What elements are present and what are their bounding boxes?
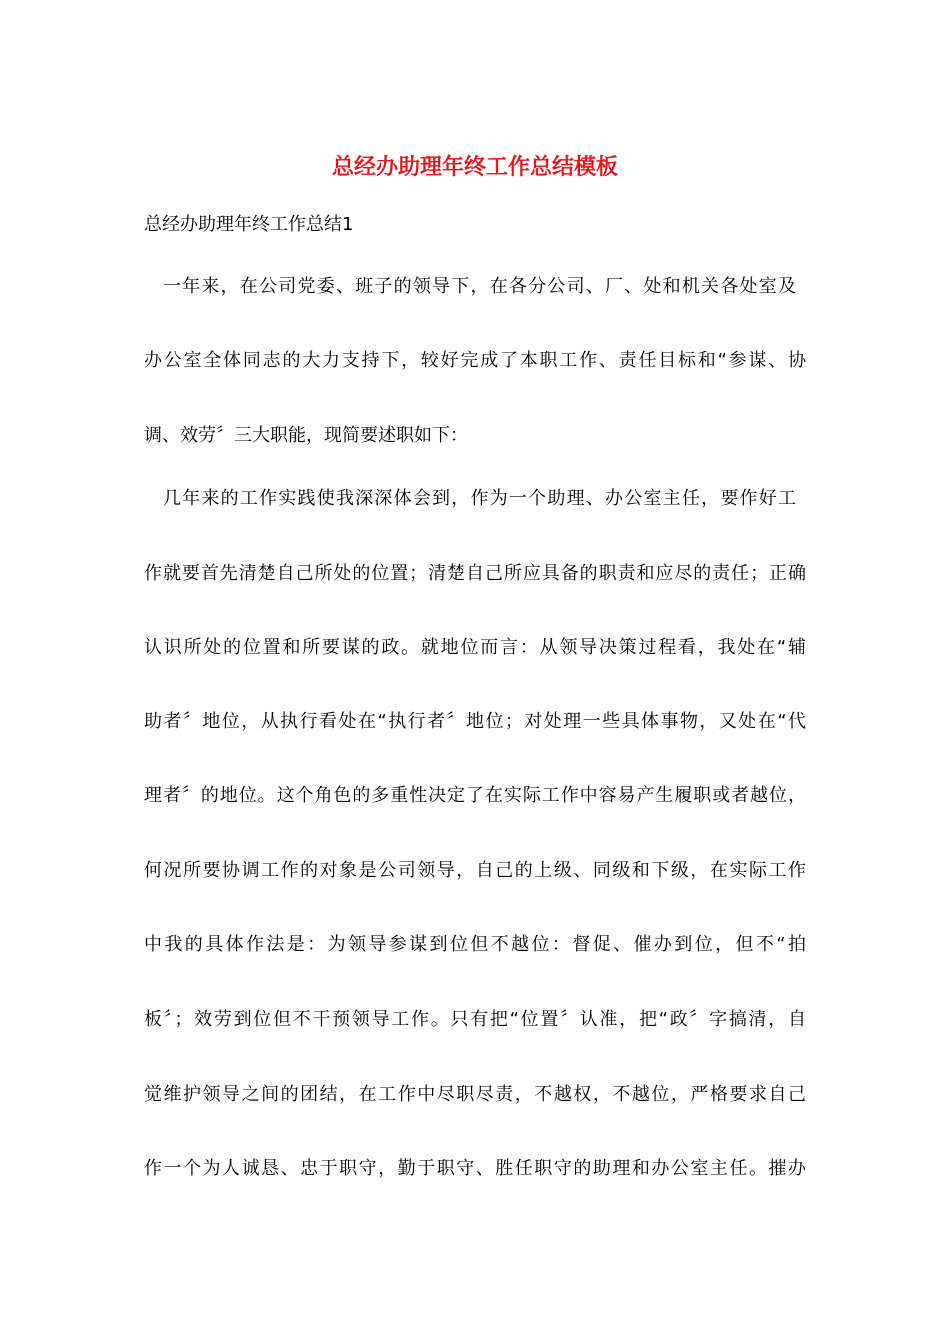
section-heading: 总经办助理年终工作总结1 [144, 214, 354, 235]
paragraph-line: 一年来，在公司党委、班子的领导下，在各分公司、厂、处和机关各处室及 [163, 276, 796, 297]
paragraph-line: 何况所要协调工作的对象是公司领导，自己的上级、同级和下级，在实际工作 [144, 860, 806, 881]
paragraph-line: 认识所处的位置和所要谋的政。就地位而言：从领导决策过程看，我处在“辅 [144, 637, 806, 658]
paragraph-line: 中我的具体作法是：为领导参谋到位但不越位：督促、催办到位，但不“拍 [144, 934, 806, 955]
paragraph-line: 助者〞地位，从执行看处在“执行者〞地位；对处理一些具体事物，又处在“代 [144, 711, 806, 732]
paragraph-line: 作一个为人诚恳、忠于职守，勤于职守、胜任职守的助理和办公室主任。摧办 [144, 1158, 806, 1179]
paragraph-line: 调、效劳〞三大职能，现简要述职如下： [144, 425, 468, 446]
paragraph-line: 办公室全体同志的大力支持下，较好完成了本职工作、责任目标和“参谋、协 [144, 350, 806, 371]
paragraph-line: 作就要首先清楚自己所处的位置；清楚自己所应具备的职责和应尽的责任；正确 [144, 563, 806, 584]
paragraph-line: 觉维护领导之间的团结，在工作中尽职尽责，不越权，不越位，严格要求自己 [144, 1084, 806, 1105]
document-title: 总经办助理年终工作总结模板 [331, 154, 618, 180]
paragraph-line: 几年来的工作实践使我深深体会到，作为一个助理、办公室主任，要作好工 [163, 488, 796, 509]
paragraph-line: 板〞；效劳到位但不干预领导工作。只有把“位置〞认准，把“政〞字搞清，自 [144, 1009, 806, 1030]
paragraph-line: 理者〞的地位。这个角色的多重性决定了在实际工作中容易产生履职或者越位， [144, 785, 806, 806]
